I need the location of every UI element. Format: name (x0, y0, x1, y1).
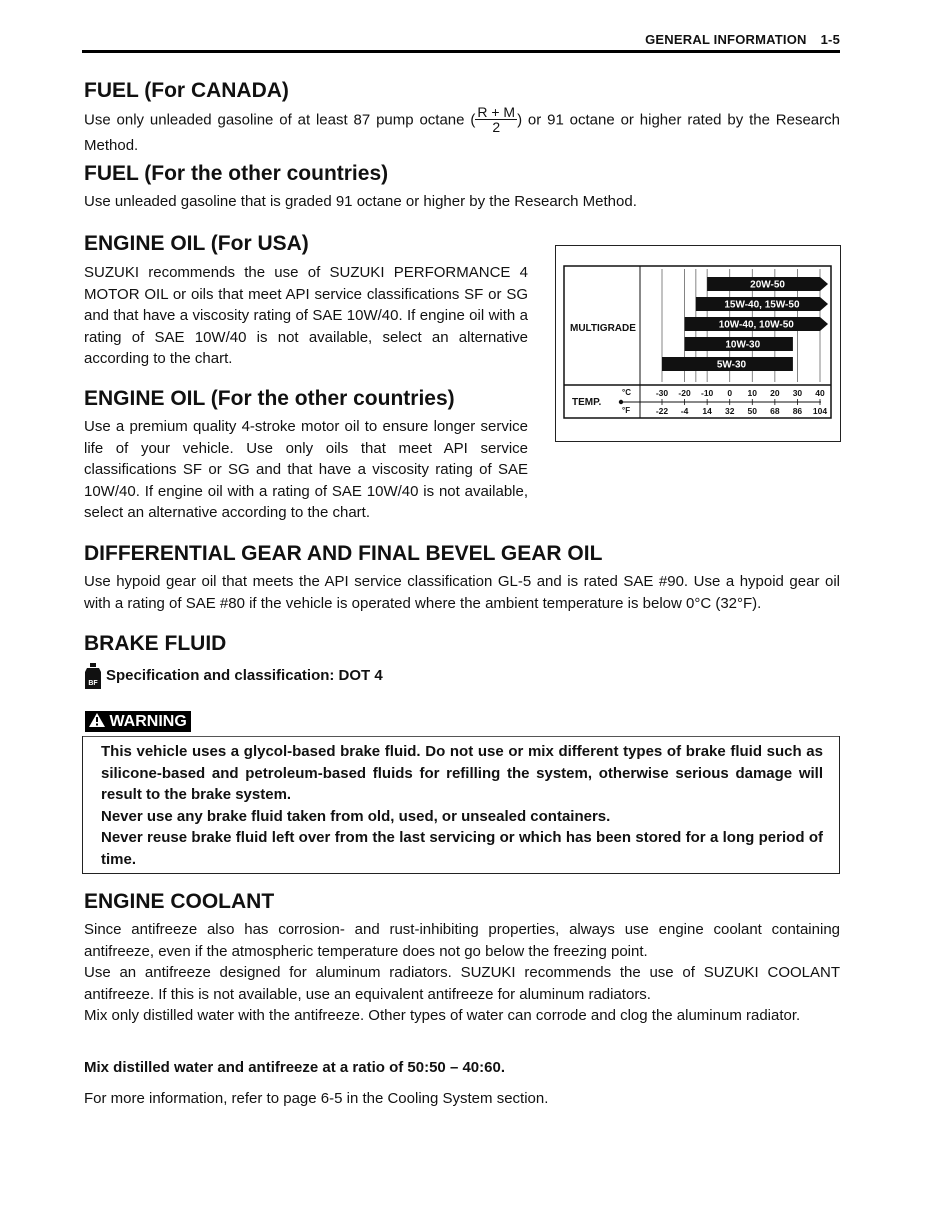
page-header (645, 32, 840, 47)
viscosity-bar-label: 5W-30 (716, 359, 747, 371)
celsius-tick-label: -10 (700, 388, 714, 398)
fahrenheit-tick-label: 32 (724, 406, 735, 416)
brake-fluid-spec: Specification and classification: DOT 4 (106, 667, 383, 684)
viscosity-bar (662, 357, 793, 371)
celsius-tick-label: 0 (727, 388, 733, 398)
viscosity-bar-label: 10W-40, 10W-50 (718, 319, 794, 331)
fahrenheit-tick-label: -22 (655, 406, 669, 416)
chart-row-label: MULTIGRADE (570, 323, 636, 334)
fuel-canada-text-before: Use only unleaded gasoline of at least 87 pump octane ( (84, 111, 476, 129)
celsius-tick-label: -30 (655, 388, 669, 398)
header-rule (82, 50, 840, 53)
viscosity-chart (555, 245, 841, 442)
fuel-other-text: Use unleaded gasoline that is graded 91 octane or higher by the Research Method. (84, 193, 637, 210)
warning-text-3: Never reuse brake fluid left over from the last servicing or which has been stored for a long period of time. (101, 829, 823, 868)
warning-label (85, 711, 191, 732)
coolant-paragraph-2: Use an antifreeze designed for aluminum radiators. SUZUKI recommends the use of SUZUKI COOLANT antifreeze. If this is not available, use an equivalent antifreeze for aluminum radiators. (84, 964, 840, 1003)
brake-fluid-icon-text: BF (88, 680, 98, 687)
coolant-ratio: Mix distilled water and antifreeze at a ratio of 50:50 – 40:60. (84, 1059, 505, 1076)
fahrenheit-tick-label: 104 (812, 406, 828, 416)
brake-fluid-bottle-icon (84, 663, 102, 689)
fahrenheit-tick-label: 14 (702, 406, 712, 416)
warning-label-text: WARNING (109, 713, 187, 730)
warning-text-2: Never use any brake fluid taken from old, used, or unsealed containers. (101, 808, 611, 825)
oil-usa-title: ENGINE OIL (For USA) (84, 232, 309, 255)
warning-text-1: This vehicle uses a glycol-based brake fluid. Do not use or mix different types of brake fluid such as silicone-based and petroleum-based fluids for refilling the system, otherwise serious damage will result to the brake system. (101, 743, 823, 803)
header-page-number: 1-5 (820, 32, 840, 47)
celsius-tick-label: 20 (770, 388, 780, 398)
coolant-title: ENGINE COOLANT (84, 890, 275, 913)
celsius-tick-label: 40 (815, 388, 825, 398)
viscosity-bar (685, 317, 828, 331)
header-section: GENERAL INFORMATION (645, 32, 807, 47)
viscosity-bar-label: 15W-40, 15W-50 (724, 299, 800, 311)
fraction-denominator: 2 (492, 119, 501, 135)
viscosity-bar (707, 277, 828, 291)
oil-other-text: Use a premium quality 4-stroke motor oil to ensure longer service life of your vehicle. Use only oils that meet API service classifications SF or SG and that have a viscosity rating of SAE 10W/40. If engine oil with a rating of SAE 10W/40 is not available, select an alternative according to the chart. (84, 418, 528, 521)
chart-temp-label: TEMP. (572, 397, 602, 408)
celsius-tick-label: 30 (792, 388, 803, 398)
viscosity-bar (696, 297, 828, 311)
fraction-numerator: R + M (477, 104, 516, 120)
viscosity-bar (685, 337, 793, 351)
diff-gear-title: DIFFERENTIAL GEAR AND FINAL BEVEL GEAR OIL (84, 542, 603, 565)
fahrenheit-tick-label: -4 (680, 406, 689, 416)
viscosity-bar-label: 20W-50 (750, 279, 785, 291)
fuel-canada-text (84, 106, 840, 157)
diff-gear-text: Use hypoid gear oil that meets the API service classification GL-5 and is rated SAE #90. Use a hypoid gear oil with a rating of SAE #80 if the vehicle is operated where the ambient temperature is below 0°C (32°F). (84, 573, 840, 612)
oil-usa-text: SUZUKI recommends the use of SUZUKI PERFORMANCE 4 MOTOR OIL or oils that meet API service classifications SF or SG and that have a viscosity rating of SAE 10W/40. If engine oil with a rating of SAE 10W/40 is not available, select an alternative according to the chart. (84, 264, 528, 367)
fahrenheit-tick-label: 50 (747, 406, 758, 416)
fuel-canada-text-after: ) or 91 octane or higher rated by the Research Method. (84, 111, 840, 154)
fahrenheit-tick-label: 68 (770, 406, 780, 416)
coolant-paragraph-3: Mix only distilled water with the antifreeze. Other types of water can corrode and clog the aluminum radiator. (84, 1007, 801, 1024)
chart-unit-f: °F (622, 406, 631, 415)
brake-fluid-title: BRAKE FLUID (84, 632, 227, 655)
warning-triangle-icon (89, 713, 105, 727)
coolant-reference: For more information, refer to page 6-5 in the Cooling System section. (84, 1090, 549, 1107)
oil-other-title: ENGINE OIL (For the other countries) (84, 387, 455, 410)
celsius-tick-label: -20 (678, 388, 691, 398)
chart-unit-c: °C (622, 388, 631, 397)
fuel-canada-title: FUEL (For CANADA) (84, 79, 289, 102)
octane-fraction (475, 105, 517, 134)
celsius-tick-label: 10 (747, 388, 758, 398)
coolant-paragraph-1: Since antifreeze also has corrosion- and rust-inhibiting properties, always use engine coolant containing antifreeze, even if the atmospheric temperature does not go below the freezing point. (84, 921, 840, 960)
fahrenheit-tick-label: 86 (792, 406, 803, 416)
fuel-other-title: FUEL (For the other countries) (84, 162, 389, 185)
viscosity-bar-label: 10W-30 (725, 339, 761, 351)
